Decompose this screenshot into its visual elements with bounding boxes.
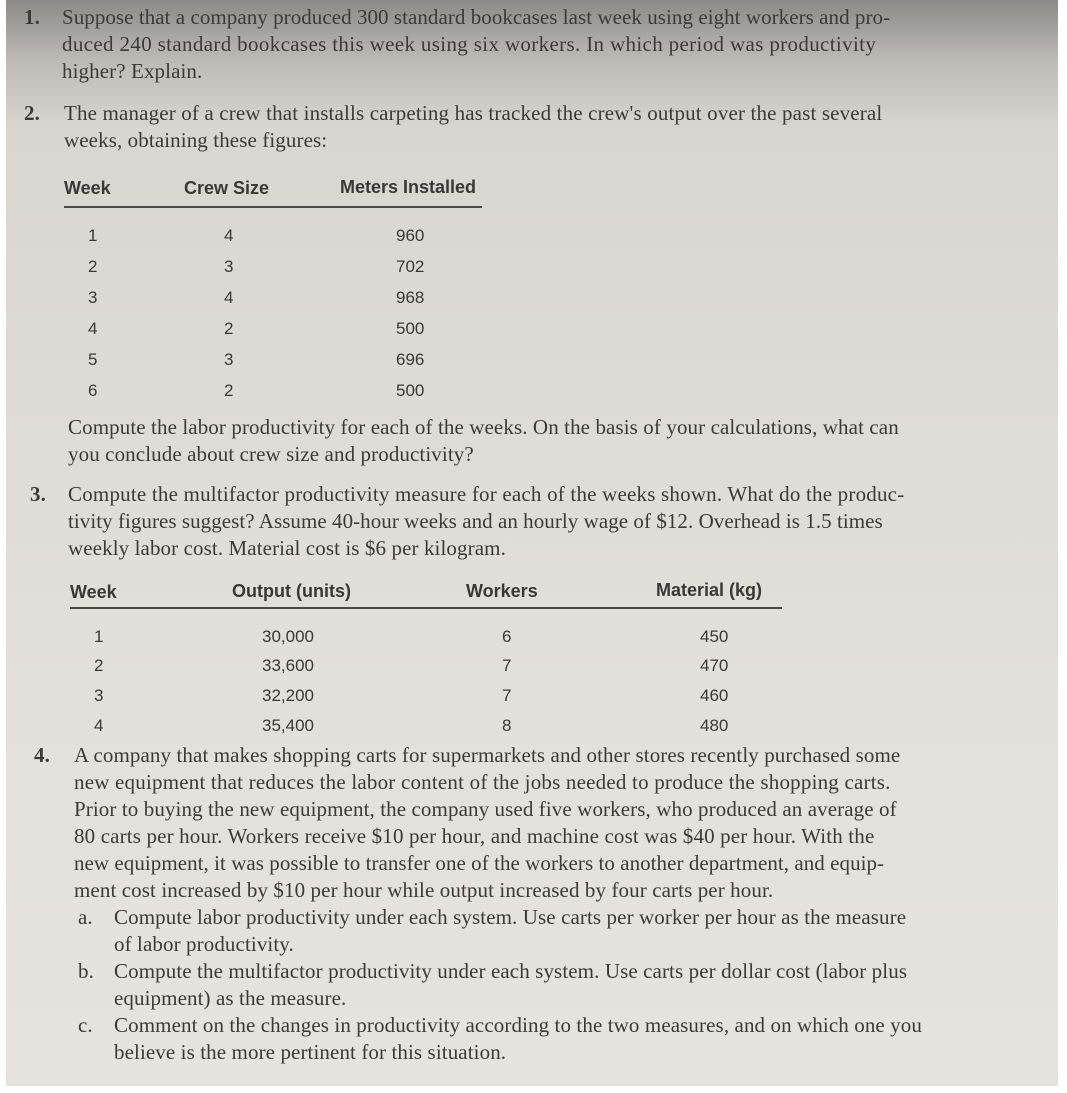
cell-meters: 968 — [396, 288, 425, 307]
problem-1-line: duced 240 standard bookcases this week using six workers. In which period was productivity — [62, 32, 877, 56]
cell-meters: 702 — [396, 257, 425, 276]
problem-4-text — [74, 742, 1054, 904]
cell-workers: 6 — [502, 627, 512, 646]
table-row — [6, 226, 526, 250]
cell-week: 2 — [94, 656, 104, 675]
table-header-week: Week — [64, 178, 111, 198]
table-row — [6, 627, 806, 651]
problem-4-line: ment cost increased by $10 per hour while output increased by four carts per hour. — [74, 878, 774, 902]
part-a-line: of labor productivity. — [114, 932, 294, 956]
problem-1-number: 1. — [24, 5, 40, 29]
problem-4-line: 80 carts per hour. Workers receive $10 per hour, and machine cost was $40 per hour. With the — [74, 824, 875, 848]
table-row — [6, 656, 806, 680]
cell-material: 460 — [700, 686, 729, 705]
part-c-line: Comment on the changes in productivity according to the two measures, and on which one you — [114, 1013, 922, 1037]
table-row — [6, 350, 526, 374]
cell-week: 2 — [88, 257, 98, 276]
table-row — [6, 716, 806, 740]
cell-week: 4 — [94, 716, 104, 735]
table-header-output: Output (units) — [232, 581, 351, 601]
cell-crew-size: 3 — [224, 350, 234, 369]
part-label: c. — [78, 1013, 93, 1037]
cell-week: 3 — [94, 686, 104, 705]
cell-output: 32,200 — [262, 686, 314, 705]
cell-material: 470 — [700, 656, 729, 675]
problem-1-text — [62, 4, 1052, 85]
cell-crew-size: 3 — [224, 257, 234, 276]
cell-crew-size: 2 — [224, 381, 234, 400]
cell-week: 4 — [88, 319, 98, 338]
multifactor-table — [6, 574, 806, 744]
problem-2-question-line: you conclude about crew size and productivity? — [68, 442, 474, 466]
cell-material: 450 — [700, 627, 729, 646]
table-row — [6, 686, 806, 710]
cell-meters: 500 — [396, 319, 425, 338]
cell-output: 30,000 — [262, 627, 314, 646]
part-label: a. — [78, 905, 93, 929]
problem-1-line: higher? Explain. — [62, 59, 203, 83]
cell-meters: 500 — [396, 381, 425, 400]
cell-week: 1 — [88, 226, 98, 245]
cell-meters: 960 — [396, 226, 425, 245]
problem-1-line: Suppose that a company produced 300 standard bookcases last week using eight workers and pro- — [62, 5, 891, 29]
table-row — [6, 257, 526, 281]
problem-2-line: weeks, obtaining these figures: — [64, 128, 328, 152]
problem-4-line: A company that makes shopping carts for supermarkets and other stores recently purchased some — [74, 743, 901, 767]
table-header-rule — [64, 206, 482, 208]
problem-2-question-line: Compute the labor productivity for each of the weeks. On the basis of your calculations, what can — [68, 415, 899, 439]
cell-meters: 696 — [396, 350, 425, 369]
problem-3-number: 3. — [30, 482, 46, 506]
part-label: b. — [78, 959, 94, 983]
problem-3-line: Compute the multifactor productivity measure for each of the weeks shown. What do the produc- — [68, 482, 905, 506]
cell-crew-size: 4 — [224, 288, 234, 307]
table-header-week: Week — [70, 582, 117, 602]
cell-week: 6 — [88, 381, 98, 400]
part-b-line: Compute the multifactor productivity under each system. Use carts per dollar cost (labor plus — [114, 959, 908, 983]
textbook-page — [6, 0, 1058, 1086]
table-row — [6, 381, 526, 405]
problem-4-line: new equipment that reduces the labor content of the jobs needed to produce the shopping carts. — [74, 770, 891, 794]
problem-2-line: The manager of a crew that installs carpeting has tracked the crew's output over the past several — [64, 101, 883, 125]
cell-crew-size: 2 — [224, 319, 234, 338]
problem-2-number: 2. — [24, 101, 40, 125]
cell-week: 1 — [94, 627, 104, 646]
crew-output-table — [6, 170, 526, 410]
cell-week: 5 — [88, 350, 98, 369]
part-b-text — [114, 958, 1054, 1012]
part-a-text — [114, 904, 1054, 958]
table-header-meters-installed: Meters Installed — [340, 177, 477, 197]
cell-workers: 7 — [502, 686, 512, 705]
problem-4-line: new equipment, it was possible to transfer one of the workers to another department, and equip- — [74, 851, 885, 875]
part-c-line: believe is the more pertinent for this situation. — [114, 1040, 507, 1064]
part-c-text — [114, 1012, 1054, 1066]
cell-output: 35,400 — [262, 716, 314, 735]
problem-2-question — [68, 414, 1048, 468]
cell-week: 3 — [88, 288, 98, 307]
table-header-rule — [70, 607, 782, 609]
table-row — [6, 319, 526, 343]
table-header-crew-size: Crew Size — [184, 178, 270, 198]
problem-3-line: tivity figures suggest? Assume 40-hour weeks and an hourly wage of $12. Overhead is 1.5 times — [68, 509, 883, 533]
cell-workers: 7 — [502, 656, 512, 675]
cell-output: 33,600 — [262, 656, 314, 675]
part-b-line: equipment) as the measure. — [114, 986, 347, 1010]
problem-3-line: weekly labor cost. Material cost is $6 per kilogram. — [68, 536, 506, 560]
table-row — [6, 288, 526, 312]
cell-material: 480 — [700, 716, 729, 735]
problem-4-number: 4. — [34, 743, 50, 767]
table-header-workers: Workers — [466, 581, 538, 601]
part-a-line: Compute labor productivity under each system. Use carts per worker per hour as the measure — [114, 905, 907, 929]
cell-crew-size: 4 — [224, 226, 234, 245]
cell-workers: 8 — [502, 716, 512, 735]
table-header-material: Material (kg) — [656, 580, 763, 600]
problem-3-text — [68, 481, 1053, 562]
problem-2-text — [64, 100, 1054, 154]
problem-4-line: Prior to buying the new equipment, the company used five workers, who produced an average of — [74, 797, 897, 821]
